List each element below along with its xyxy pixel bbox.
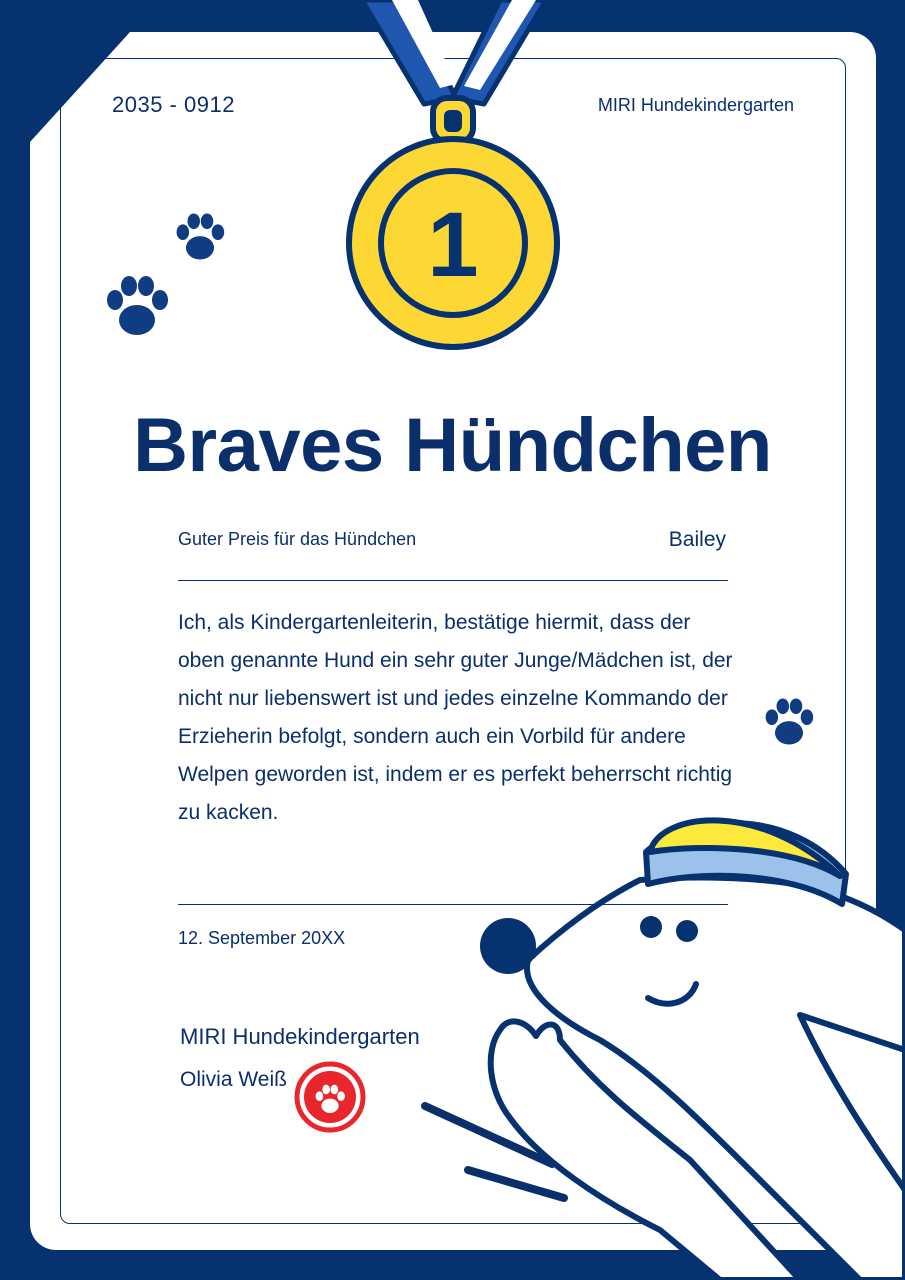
gold-medal-icon: [349, 98, 557, 347]
award-label: Guter Preis für das Hündchen: [178, 529, 417, 549]
dog-mascot-icon: [480, 820, 905, 1280]
certificate-date: 12. September 20XX: [178, 928, 346, 948]
certificate-title: Braves Hündchen: [133, 403, 772, 488]
signature-organization: MIRI Hundekindergarten: [180, 1024, 420, 1049]
dog-name: Bailey: [668, 528, 726, 551]
divider: [178, 580, 728, 581]
certificate-number: 2035 - 0912: [112, 92, 235, 117]
signature-name: Olivia Weiß: [180, 1068, 287, 1091]
paw-stamp-icon: [297, 1064, 363, 1130]
divider: [178, 904, 728, 905]
certificate-body: Ich, als Kindergartenleiterin, bestätige hiermit, dass der oben genannte Hund ein sehr guter Junge/Mädchen ist, der nicht nur liebenswert ist und jedes einzelne Kommando der Erzieherin befolgt, sondern auch ein Vorbild für andere Welpen geworden ist, indem er es perfekt beherrscht richtig zu kacken.: [178, 611, 733, 824]
medal-number: 1: [427, 194, 479, 296]
ribbon-icon: [362, 0, 546, 104]
organization-header: MIRI Hundekindergarten: [597, 95, 794, 115]
